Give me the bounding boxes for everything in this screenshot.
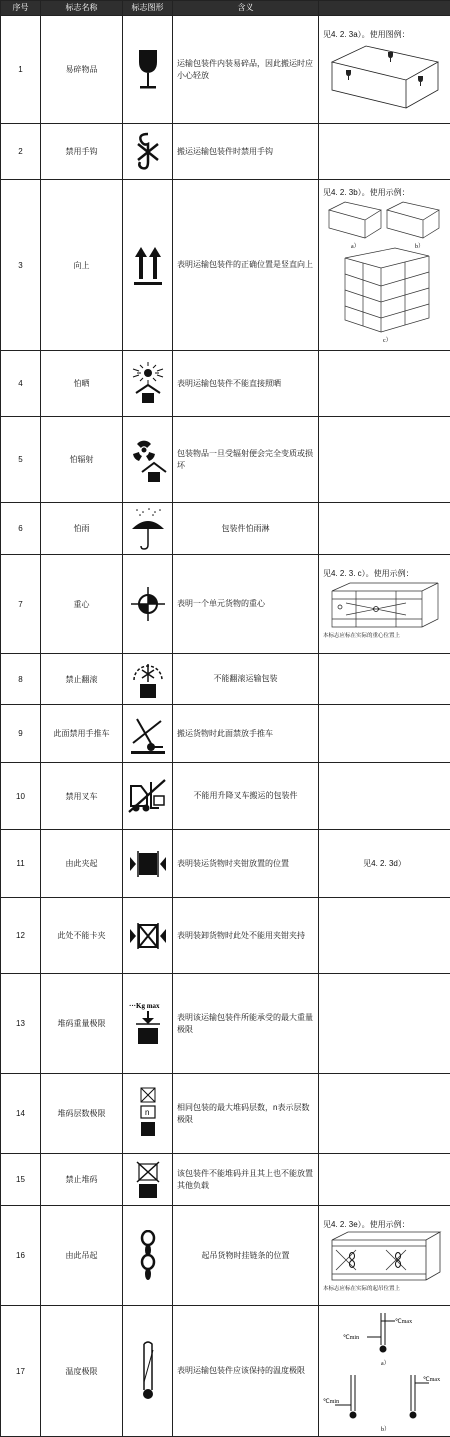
row-number: 6 <box>1 503 41 555</box>
header-number: 序号 <box>1 1 41 16</box>
table-row <box>1 1074 450 1154</box>
do-not-clamp-icon <box>128 921 168 951</box>
table-row <box>1 974 450 1074</box>
example-cell <box>319 124 450 180</box>
fragile-glass-icon <box>133 48 163 92</box>
symbol-name: 怕辐射 <box>41 417 123 503</box>
sling-here-chain-icon <box>136 1230 160 1282</box>
symbol-cell <box>123 503 173 555</box>
stacking-weight-limit-icon <box>126 1000 170 1048</box>
symbol-name: 易碎物品 <box>41 16 123 124</box>
symbol-name: 此处不能卡夹 <box>41 898 123 974</box>
clamp-here-icon <box>128 849 168 879</box>
row-number: 8 <box>1 654 41 705</box>
header-name: 标志名称 <box>41 1 123 16</box>
symbol-name: 禁止堆码 <box>41 1154 123 1206</box>
gravity-crate-example-icon <box>326 579 444 633</box>
row-number: 7 <box>1 555 41 654</box>
row-number: 9 <box>1 705 41 763</box>
symbol-name: 重心 <box>41 555 123 654</box>
symbol-cell <box>123 654 173 705</box>
example-cell <box>319 503 450 555</box>
symbol-name: 禁用手钩 <box>41 124 123 180</box>
symbol-meaning: 不能用升降叉车搬运的包装件 <box>173 763 319 830</box>
symbol-meaning: 表明运输包装件不能直接照晒 <box>173 351 319 417</box>
example-cell <box>319 1206 450 1306</box>
row-number: 11 <box>1 830 41 898</box>
example-sublabel: b） <box>415 243 424 250</box>
keep-dry-umbrella-icon <box>129 507 167 551</box>
no-hand-hook-icon <box>133 130 163 174</box>
row-number: 17 <box>1 1306 41 1437</box>
keep-away-from-sun-icon <box>129 361 167 407</box>
symbol-cell <box>123 1206 173 1306</box>
temp-label: ℃max <box>423 1377 440 1383</box>
example-cell <box>319 654 450 705</box>
example-cell <box>319 180 450 351</box>
symbol-meaning: 表明运输包装件的正确位置是竖直向上 <box>173 180 319 351</box>
upright-boxes-example-icon <box>325 198 445 344</box>
row-number: 15 <box>1 1154 41 1206</box>
stacking-layers-limit-icon <box>133 1086 163 1142</box>
symbol-meaning: 包装件怕雨淋 <box>173 503 319 555</box>
no-hand-truck-icon <box>129 713 167 755</box>
symbol-name: 由此夹起 <box>41 830 123 898</box>
example-cell <box>319 417 450 503</box>
row-number: 16 <box>1 1206 41 1306</box>
symbol-meaning: 包装物品一旦受辐射便会完全变质或损坏 <box>173 417 319 503</box>
table-row <box>1 124 450 180</box>
example-sublabel: a） <box>351 243 360 250</box>
no-forklift-icon <box>127 776 169 816</box>
symbol-meaning: 起吊货物时挂链条的位置 <box>173 1206 319 1306</box>
example-cell <box>319 1074 450 1154</box>
example-note: 本标志应标在实际的重心位置上 <box>323 633 446 640</box>
table-row <box>1 654 450 705</box>
example-cell <box>319 1154 450 1206</box>
table-row <box>1 503 450 555</box>
symbol-name: 堆码重量极限 <box>41 974 123 1074</box>
symbol-name: 禁用叉车 <box>41 763 123 830</box>
example-cell <box>319 351 450 417</box>
header-example <box>319 1 450 16</box>
symbol-cell <box>123 351 173 417</box>
temp-label: ℃min <box>343 1335 359 1341</box>
row-number: 10 <box>1 763 41 830</box>
fragile-box-example-icon <box>326 40 444 110</box>
symbol-cell <box>123 16 173 124</box>
symbol-meaning: 表明装运货物时夹钳放置的位置 <box>173 830 319 898</box>
row-number: 14 <box>1 1074 41 1154</box>
symbol-name: 怕雨 <box>41 503 123 555</box>
row-number: 4 <box>1 351 41 417</box>
example-cell <box>319 830 450 898</box>
symbol-cell <box>123 555 173 654</box>
table-row <box>1 898 450 974</box>
example-caption: 见4. 2. 3d） <box>363 859 406 868</box>
protect-from-radiation-icon <box>128 436 168 484</box>
table-row <box>1 417 450 503</box>
example-cell <box>319 705 450 763</box>
row-number: 3 <box>1 180 41 351</box>
symbol-name: 禁止翻滚 <box>41 654 123 705</box>
example-sublabel: c） <box>383 337 392 344</box>
table-row <box>1 16 450 124</box>
symbol-cell <box>123 417 173 503</box>
example-cell <box>319 1306 450 1437</box>
example-sublabel: b） <box>381 1426 390 1433</box>
table-row <box>1 351 450 417</box>
symbol-meaning: 表明运输包装件应该保持的温度极限 <box>173 1306 319 1437</box>
table-row <box>1 1206 450 1306</box>
header-symbol: 标志图形 <box>123 1 173 16</box>
example-sublabel: a） <box>381 1360 390 1367</box>
symbol-cell <box>123 124 173 180</box>
table-header-row <box>1 1 450 16</box>
do-not-roll-icon <box>129 658 167 700</box>
temperature-example-icon <box>323 1309 447 1434</box>
header-meaning: 含义 <box>173 1 319 16</box>
symbol-cell <box>123 1306 173 1437</box>
row-number: 2 <box>1 124 41 180</box>
symbol-cell <box>123 1154 173 1206</box>
table-row <box>1 1154 450 1206</box>
symbol-name: 由此吊起 <box>41 1206 123 1306</box>
example-cell <box>319 16 450 124</box>
temperature-limits-icon <box>133 1340 163 1402</box>
symbol-meaning: 表明该运输包装件所能承受的最大重量极限 <box>173 974 319 1074</box>
symbol-cell <box>123 705 173 763</box>
row-number: 5 <box>1 417 41 503</box>
symbol-meaning: 搬运运输包装件时禁用手钩 <box>173 124 319 180</box>
temp-label: ℃min <box>323 1399 339 1405</box>
symbol-meaning: 不能翻滚运输包装 <box>173 654 319 705</box>
symbol-cell <box>123 1074 173 1154</box>
temp-label: ℃max <box>395 1319 412 1325</box>
table-row <box>1 555 450 654</box>
row-number: 13 <box>1 974 41 1074</box>
example-cell <box>319 974 450 1074</box>
symbol-meaning: 表明装卸货物时此处不能用夹钳夹持 <box>173 898 319 974</box>
weight-limit-label: ···Kg max <box>129 1002 160 1010</box>
table-row <box>1 763 450 830</box>
symbol-name: 温度极限 <box>41 1306 123 1437</box>
symbol-meaning: 该包装件不能堆码并且其上也不能放置其他负载 <box>173 1154 319 1206</box>
symbol-name: 怕晒 <box>41 351 123 417</box>
sling-crate-example-icon <box>326 1230 444 1286</box>
symbol-meaning: 搬运货物时此面禁放手推车 <box>173 705 319 763</box>
example-caption: 见4. 2. 3a）。使用图例： <box>323 29 446 40</box>
symbol-meaning: 表明一个单元货物的重心 <box>173 555 319 654</box>
this-way-up-arrows-icon <box>132 243 164 287</box>
symbol-name: 向上 <box>41 180 123 351</box>
symbol-cell <box>123 898 173 974</box>
example-note: 本标志应标在实际的起吊位置上 <box>323 1286 446 1293</box>
example-caption: 见4. 2. 3. c）。使用示例： <box>323 568 446 579</box>
layers-limit-label: n <box>145 1108 149 1117</box>
row-number: 1 <box>1 16 41 124</box>
example-cell <box>319 898 450 974</box>
symbol-cell <box>123 763 173 830</box>
example-caption: 见4. 2. 3e）。使用示例： <box>323 1219 446 1230</box>
symbol-name: 堆码层数极限 <box>41 1074 123 1154</box>
row-number: 12 <box>1 898 41 974</box>
table-row <box>1 830 450 898</box>
table-row <box>1 1306 450 1437</box>
example-cell <box>319 763 450 830</box>
example-cell <box>319 555 450 654</box>
symbol-meaning: 运输包装件内装易碎品，因此搬运时应小心轻放 <box>173 16 319 124</box>
symbol-cell <box>123 974 173 1074</box>
symbol-cell <box>123 830 173 898</box>
centre-of-gravity-icon <box>129 585 167 623</box>
symbol-name: 此面禁用手推车 <box>41 705 123 763</box>
table-row <box>1 180 450 351</box>
table-row <box>1 705 450 763</box>
symbol-cell <box>123 180 173 351</box>
symbol-meaning: 相同包装的最大堆码层数，n表示层数极限 <box>173 1074 319 1154</box>
do-not-stack-icon <box>133 1160 163 1200</box>
example-caption: 见4. 2. 3b）。使用示例： <box>323 187 446 198</box>
